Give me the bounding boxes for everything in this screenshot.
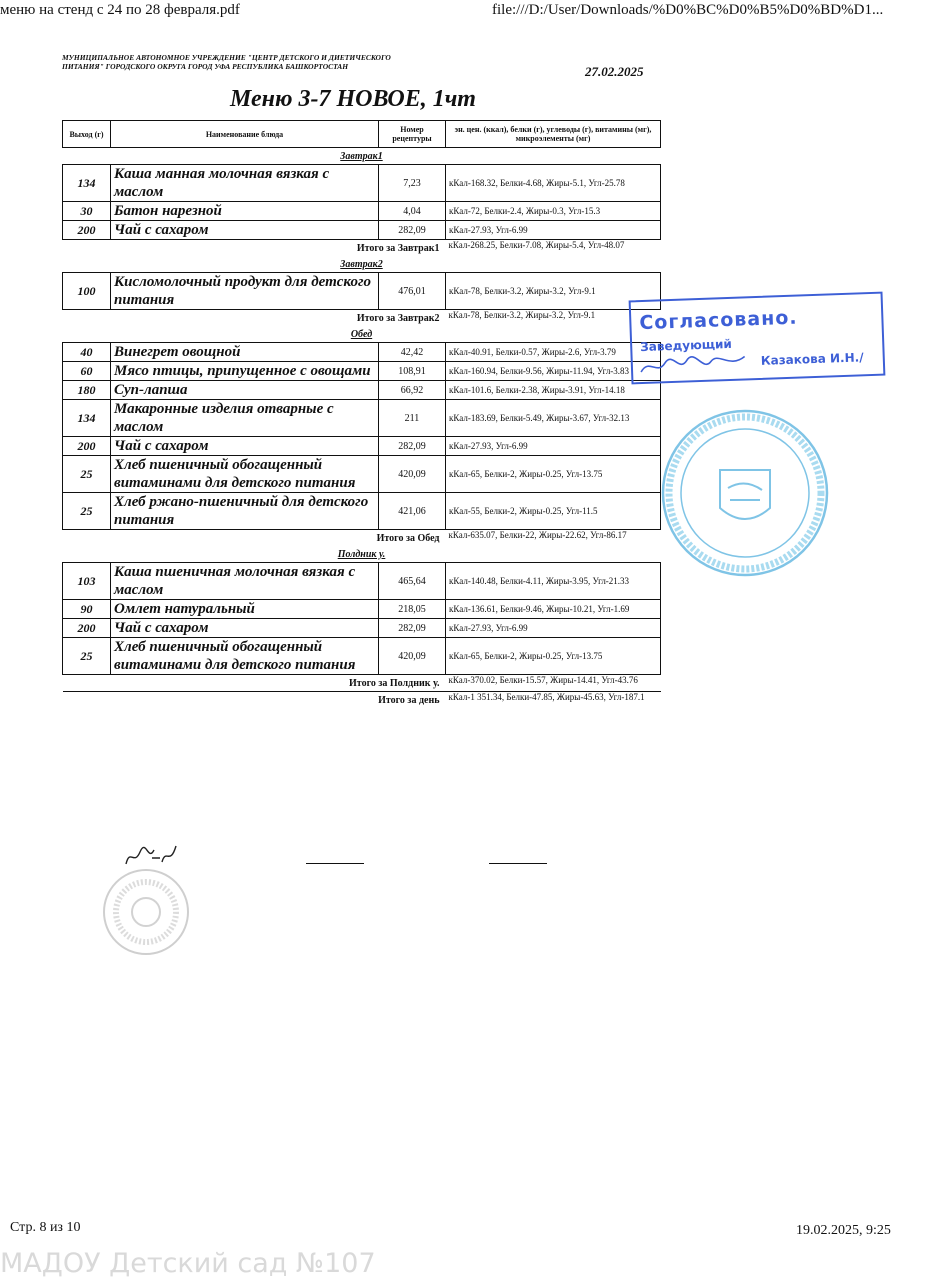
item-nutrition: кКал-78, Белки-3.2, Жиры-3.2, Угл-9.1 <box>446 273 661 310</box>
day-total-value: кКал-1 351.34, Белки-47.85, Жиры-45.63, Угл-187.1 <box>448 692 645 702</box>
item-output: 200 <box>63 437 111 456</box>
section-total-value: кКал-370.02, Белки-15.57, Жиры-14.41, Угл-43.76 <box>446 675 661 692</box>
item-output: 30 <box>63 202 111 221</box>
section-row <box>63 326 661 343</box>
item-nutrition: кКал-101.6, Белки-2.38, Жиры-3.91, Угл-14.18 <box>446 381 661 400</box>
item-recipe: 476,01 <box>379 273 446 310</box>
section-total-value: кКал-635.07, Белки-22, Жиры-22.62, Угл-86.17 <box>448 530 627 540</box>
table-row <box>63 273 661 310</box>
stamp-line-signer: Казакова И.Н./ <box>760 350 864 368</box>
item-name: Хлеб ржано-пшеничный для детского питания <box>111 493 379 530</box>
item-nutrition: кКал-27.93, Угл-6.99 <box>446 619 661 638</box>
handwritten-signature-icon <box>122 840 182 870</box>
section-total-row <box>63 530 661 547</box>
section-total-row <box>63 240 661 257</box>
item-recipe: 4,04 <box>379 202 446 221</box>
item-nutrition: кКал-27.93, Угл-6.99 <box>446 437 661 456</box>
item-output: 103 <box>63 563 111 600</box>
document-url: file:///D:/User/Downloads/%D0%BC%D0%B5%D0%BD%D1... <box>492 2 884 18</box>
table-row <box>63 165 661 202</box>
item-recipe: 42,42 <box>379 343 446 362</box>
item-output: 25 <box>63 456 111 493</box>
item-nutrition: кКал-40.91, Белки-0.57, Жиры-2.6, Угл-3.79 <box>446 343 661 362</box>
table-row <box>63 343 661 362</box>
item-nutrition: кКал-168.32, Белки-4.68, Жиры-5.1, Угл-25.78 <box>446 165 661 202</box>
section-title: Завтрак1 <box>340 150 383 162</box>
item-recipe: 108,91 <box>379 362 446 381</box>
item-name: Каша манная молочная вязкая с маслом <box>111 165 379 202</box>
day-total-row <box>63 692 661 709</box>
item-nutrition: кКал-183.69, Белки-5.49, Жиры-3.67, Угл-32.13 <box>446 400 661 437</box>
approval-stamp <box>629 292 886 385</box>
section-total-label: Итого за Полдник у. <box>63 675 446 692</box>
page-number: Стр. 8 из 10 <box>10 1220 81 1235</box>
section-total-value: кКал-78, Белки-3.2, Жиры-3.2, Угл-9.1 <box>448 310 596 320</box>
table-row <box>63 493 661 530</box>
item-recipe: 7,23 <box>379 165 446 202</box>
section-title: Обед <box>350 328 373 340</box>
table-row <box>63 362 661 381</box>
signature-icon <box>639 352 750 378</box>
section-total-row <box>63 675 661 692</box>
item-output: 200 <box>63 221 111 240</box>
item-nutrition: кКал-27.93, Угл-6.99 <box>446 221 661 240</box>
item-name: Макаронные изделия отварные с маслом <box>111 400 379 437</box>
item-name: Суп-лапша <box>111 381 379 400</box>
item-output: 134 <box>63 400 111 437</box>
header-name: Наименование блюда <box>111 121 379 148</box>
item-output: 60 <box>63 362 111 381</box>
table-row <box>63 638 661 675</box>
item-name: Хлеб пшеничный обогащенный витаминами для детского питания <box>111 456 379 493</box>
table-row <box>63 437 661 456</box>
item-recipe: 282,09 <box>379 437 446 456</box>
item-nutrition: кКал-72, Белки-2.4, Жиры-0.3, Угл-15.3 <box>446 202 661 221</box>
stamp-line-position: Заведующий <box>640 336 733 355</box>
menu-body <box>63 148 661 709</box>
item-name: Хлеб пшеничный обогащенный витаминами для детского питания <box>111 638 379 675</box>
item-nutrition: кКал-160.94, Белки-9.56, Жиры-11.94, Угл-3.83 <box>446 362 661 381</box>
section-title: Завтрак2 <box>340 258 383 270</box>
table-row <box>63 619 661 638</box>
item-output: 90 <box>63 600 111 619</box>
item-nutrition: кКал-136.61, Белки-9.46, Жиры-10.21, Угл-1.69 <box>446 600 661 619</box>
section-total-label: Итого за Обед <box>376 532 440 544</box>
item-recipe: 421,06 <box>379 493 446 530</box>
table-row <box>63 600 661 619</box>
item-name: Чай с сахаром <box>111 619 379 638</box>
item-output: 25 <box>63 638 111 675</box>
header-recipe: Номер рецептуры <box>379 121 446 148</box>
stamp-line-approved: Согласовано. <box>639 306 798 335</box>
section-total-value: кКал-268.25, Белки-7.08, Жиры-5.4, Угл-48.07 <box>448 240 625 250</box>
section-row <box>63 546 661 563</box>
day-total-label: Итого за день <box>378 694 440 706</box>
item-output: 180 <box>63 381 111 400</box>
item-output: 200 <box>63 619 111 638</box>
item-recipe: 66,92 <box>379 381 446 400</box>
section-total-row <box>63 310 661 327</box>
item-output: 25 <box>63 493 111 530</box>
item-output: 40 <box>63 343 111 362</box>
document-date: 27.02.2025 <box>585 64 644 79</box>
item-name: Омлет натуральный <box>111 600 379 619</box>
header-nutrition: эн. цен. (ккал), белки (г), углеводы (г), витамины (мг), микроэлементы (мг) <box>446 121 661 148</box>
organization-name: МУНИЦИПАЛЬНОЕ АВТОНОМНОЕ УЧРЕЖДЕНИЕ "ЦЕНТР ДЕТСКОГО И ДИЕТИЧЕСКОГО ПИТАНИЯ" ГОРОДСКОГО ОКРУГА ГОРОД УФА РЕСПУБЛИКА БАШКОРТОСТАН <box>62 53 391 71</box>
menu-table <box>62 120 661 708</box>
item-recipe: 282,09 <box>379 619 446 638</box>
item-name: Винегрет овощной <box>111 343 379 362</box>
print-timestamp: 19.02.2025, 9:25 <box>796 1223 891 1238</box>
table-row <box>63 381 661 400</box>
item-recipe: 282,09 <box>379 221 446 240</box>
item-nutrition: кКал-55, Белки-2, Жиры-0.25, Угл-11.5 <box>446 493 661 530</box>
item-nutrition: кКал-140.48, Белки-4.11, Жиры-3.95, Угл-21.33 <box>446 563 661 600</box>
table-row <box>63 400 661 437</box>
section-total-label: Итого за Завтрак2 <box>356 312 440 324</box>
table-row <box>63 221 661 240</box>
menu-title: Меню 3-7 НОВОЕ, 1чт <box>230 86 476 112</box>
section-total-label: Итого за Завтрак1 <box>356 242 440 254</box>
section-title: Полдник у. <box>337 548 386 560</box>
document-file-name: меню на стенд с 24 по 28 февраля.pdf <box>0 2 240 18</box>
watermark: МАДОУ Детский сад №107 <box>0 1248 376 1279</box>
item-nutrition: кКал-65, Белки-2, Жиры-0.25, Угл-13.75 <box>446 638 661 675</box>
header-output: Выход (г) <box>63 121 111 148</box>
item-name: Кисломолочный продукт для детского питания <box>111 273 379 310</box>
table-header-row <box>63 121 661 148</box>
round-seal-icon <box>660 408 830 578</box>
item-output: 100 <box>63 273 111 310</box>
table-row <box>63 563 661 600</box>
item-recipe: 420,09 <box>379 638 446 675</box>
item-nutrition: кКал-65, Белки-2, Жиры-0.25, Угл-13.75 <box>446 456 661 493</box>
item-name: Мясо птицы, припущенное с овощами <box>111 362 379 381</box>
item-recipe: 465,64 <box>379 563 446 600</box>
item-name: Чай с сахаром <box>111 437 379 456</box>
item-recipe: 218,05 <box>379 600 446 619</box>
grey-seal-icon <box>102 868 190 956</box>
item-recipe: 211 <box>379 400 446 437</box>
table-row <box>63 456 661 493</box>
signature-line-left <box>306 863 364 864</box>
section-row <box>63 148 661 165</box>
item-name: Каша пшеничная молочная вязкая с маслом <box>111 563 379 600</box>
signature-line-right <box>489 863 547 864</box>
browser-print-header <box>0 0 931 22</box>
item-recipe: 420,09 <box>379 456 446 493</box>
section-row <box>63 256 661 273</box>
item-name: Чай с сахаром <box>111 221 379 240</box>
item-name: Батон нарезной <box>111 202 379 221</box>
item-output: 134 <box>63 165 111 202</box>
table-row <box>63 202 661 221</box>
